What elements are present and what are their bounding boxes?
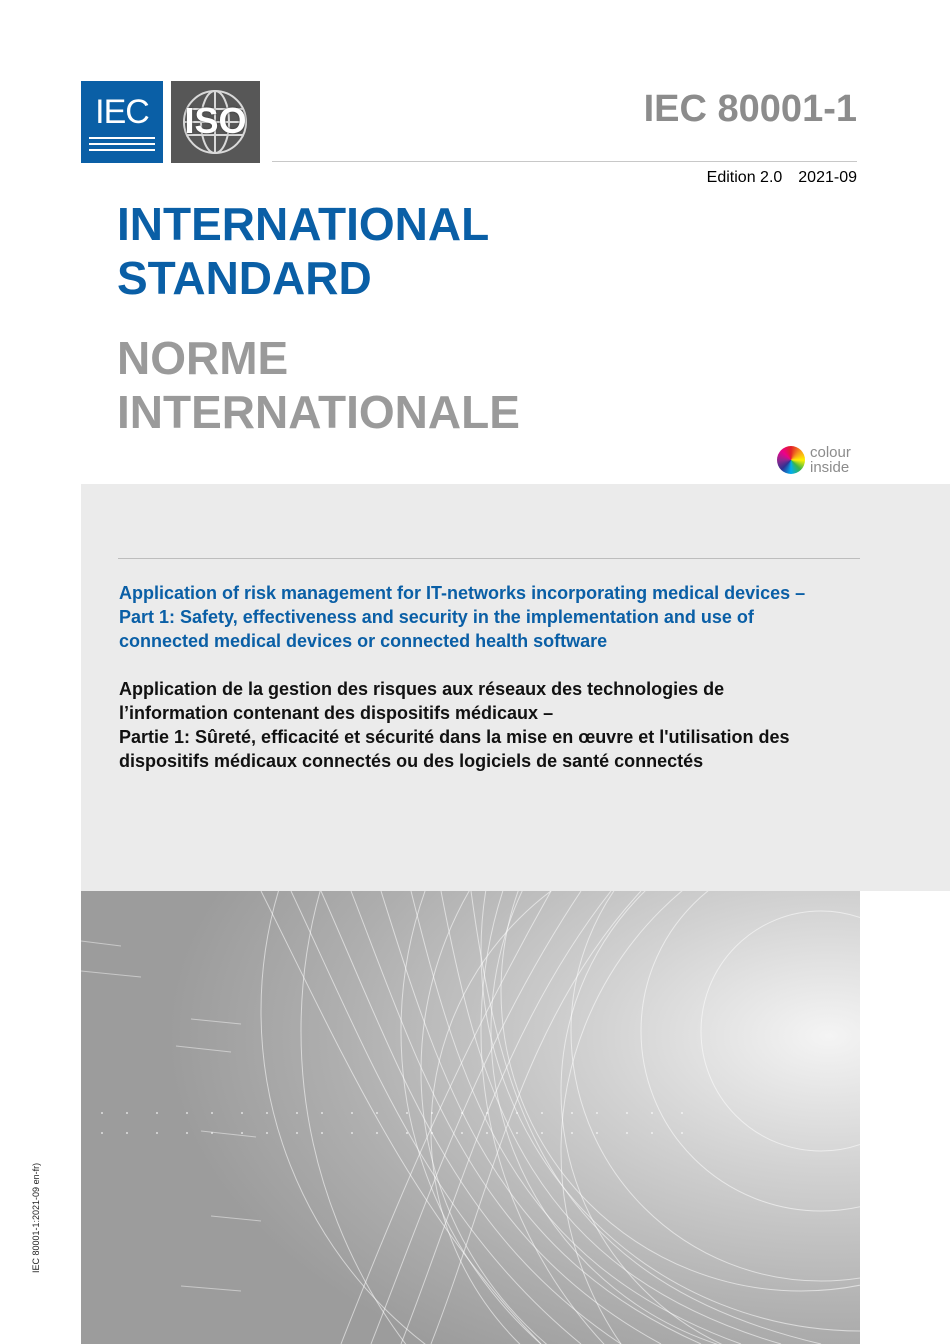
edition-label: Edition 2.0 [706, 169, 783, 186]
subtitle-divider [118, 558, 860, 559]
subtitle-french [119, 677, 864, 773]
cover-graphic [81, 891, 860, 1344]
title-fr-line: INTERNATIONALE [117, 386, 520, 438]
title-en-line: STANDARD [117, 252, 372, 304]
decorative-arcs [81, 891, 860, 1344]
title-english [117, 197, 489, 305]
subtitle-fr-line: l’information contenant des dispositifs médicaux – [119, 703, 554, 723]
subtitle-fr-line: Application de la gestion des risques aux réseaux des technologies de [119, 679, 725, 699]
document-number: IEC 80001-1 [643, 88, 857, 130]
title-fr-line: NORME [117, 332, 289, 384]
edition-date: 2021-09 [798, 169, 857, 186]
spine-reference: IEC 80001-1:2021-09 en-fr) [31, 1162, 41, 1273]
colour-label-line2: inside [810, 459, 850, 476]
subtitle-en-line: Part 1: Safety, effectiveness and security in the implementation and use of [119, 607, 754, 627]
subtitle-fr-line: dispositifs médicaux connectés ou des logiciels de santé connectés [119, 751, 704, 771]
iec-logo-lines [89, 137, 155, 155]
subtitle-en-line: connected medical devices or connected health software [119, 631, 608, 651]
colour-inside-label [810, 445, 851, 475]
colour-label-line1: colour [810, 444, 851, 461]
colour-wheel-icon [777, 446, 805, 474]
title-en-line: INTERNATIONAL [117, 198, 490, 250]
subtitle-fr-line: Partie 1: Sûreté, efficacité et sécurité dans la mise en œuvre et l'utilisation des [119, 727, 790, 747]
subtitle-english [119, 581, 864, 653]
iec-logo [81, 81, 163, 163]
iso-logo-text: ISO [184, 100, 247, 141]
iso-logo [171, 81, 260, 163]
subtitle-en-line: Application of risk management for IT-networks incorporating medical devices – [119, 583, 806, 603]
iec-logo-text: IEC [95, 93, 149, 131]
title-french [117, 331, 520, 439]
edition-line [707, 169, 857, 187]
header-divider [272, 161, 857, 162]
